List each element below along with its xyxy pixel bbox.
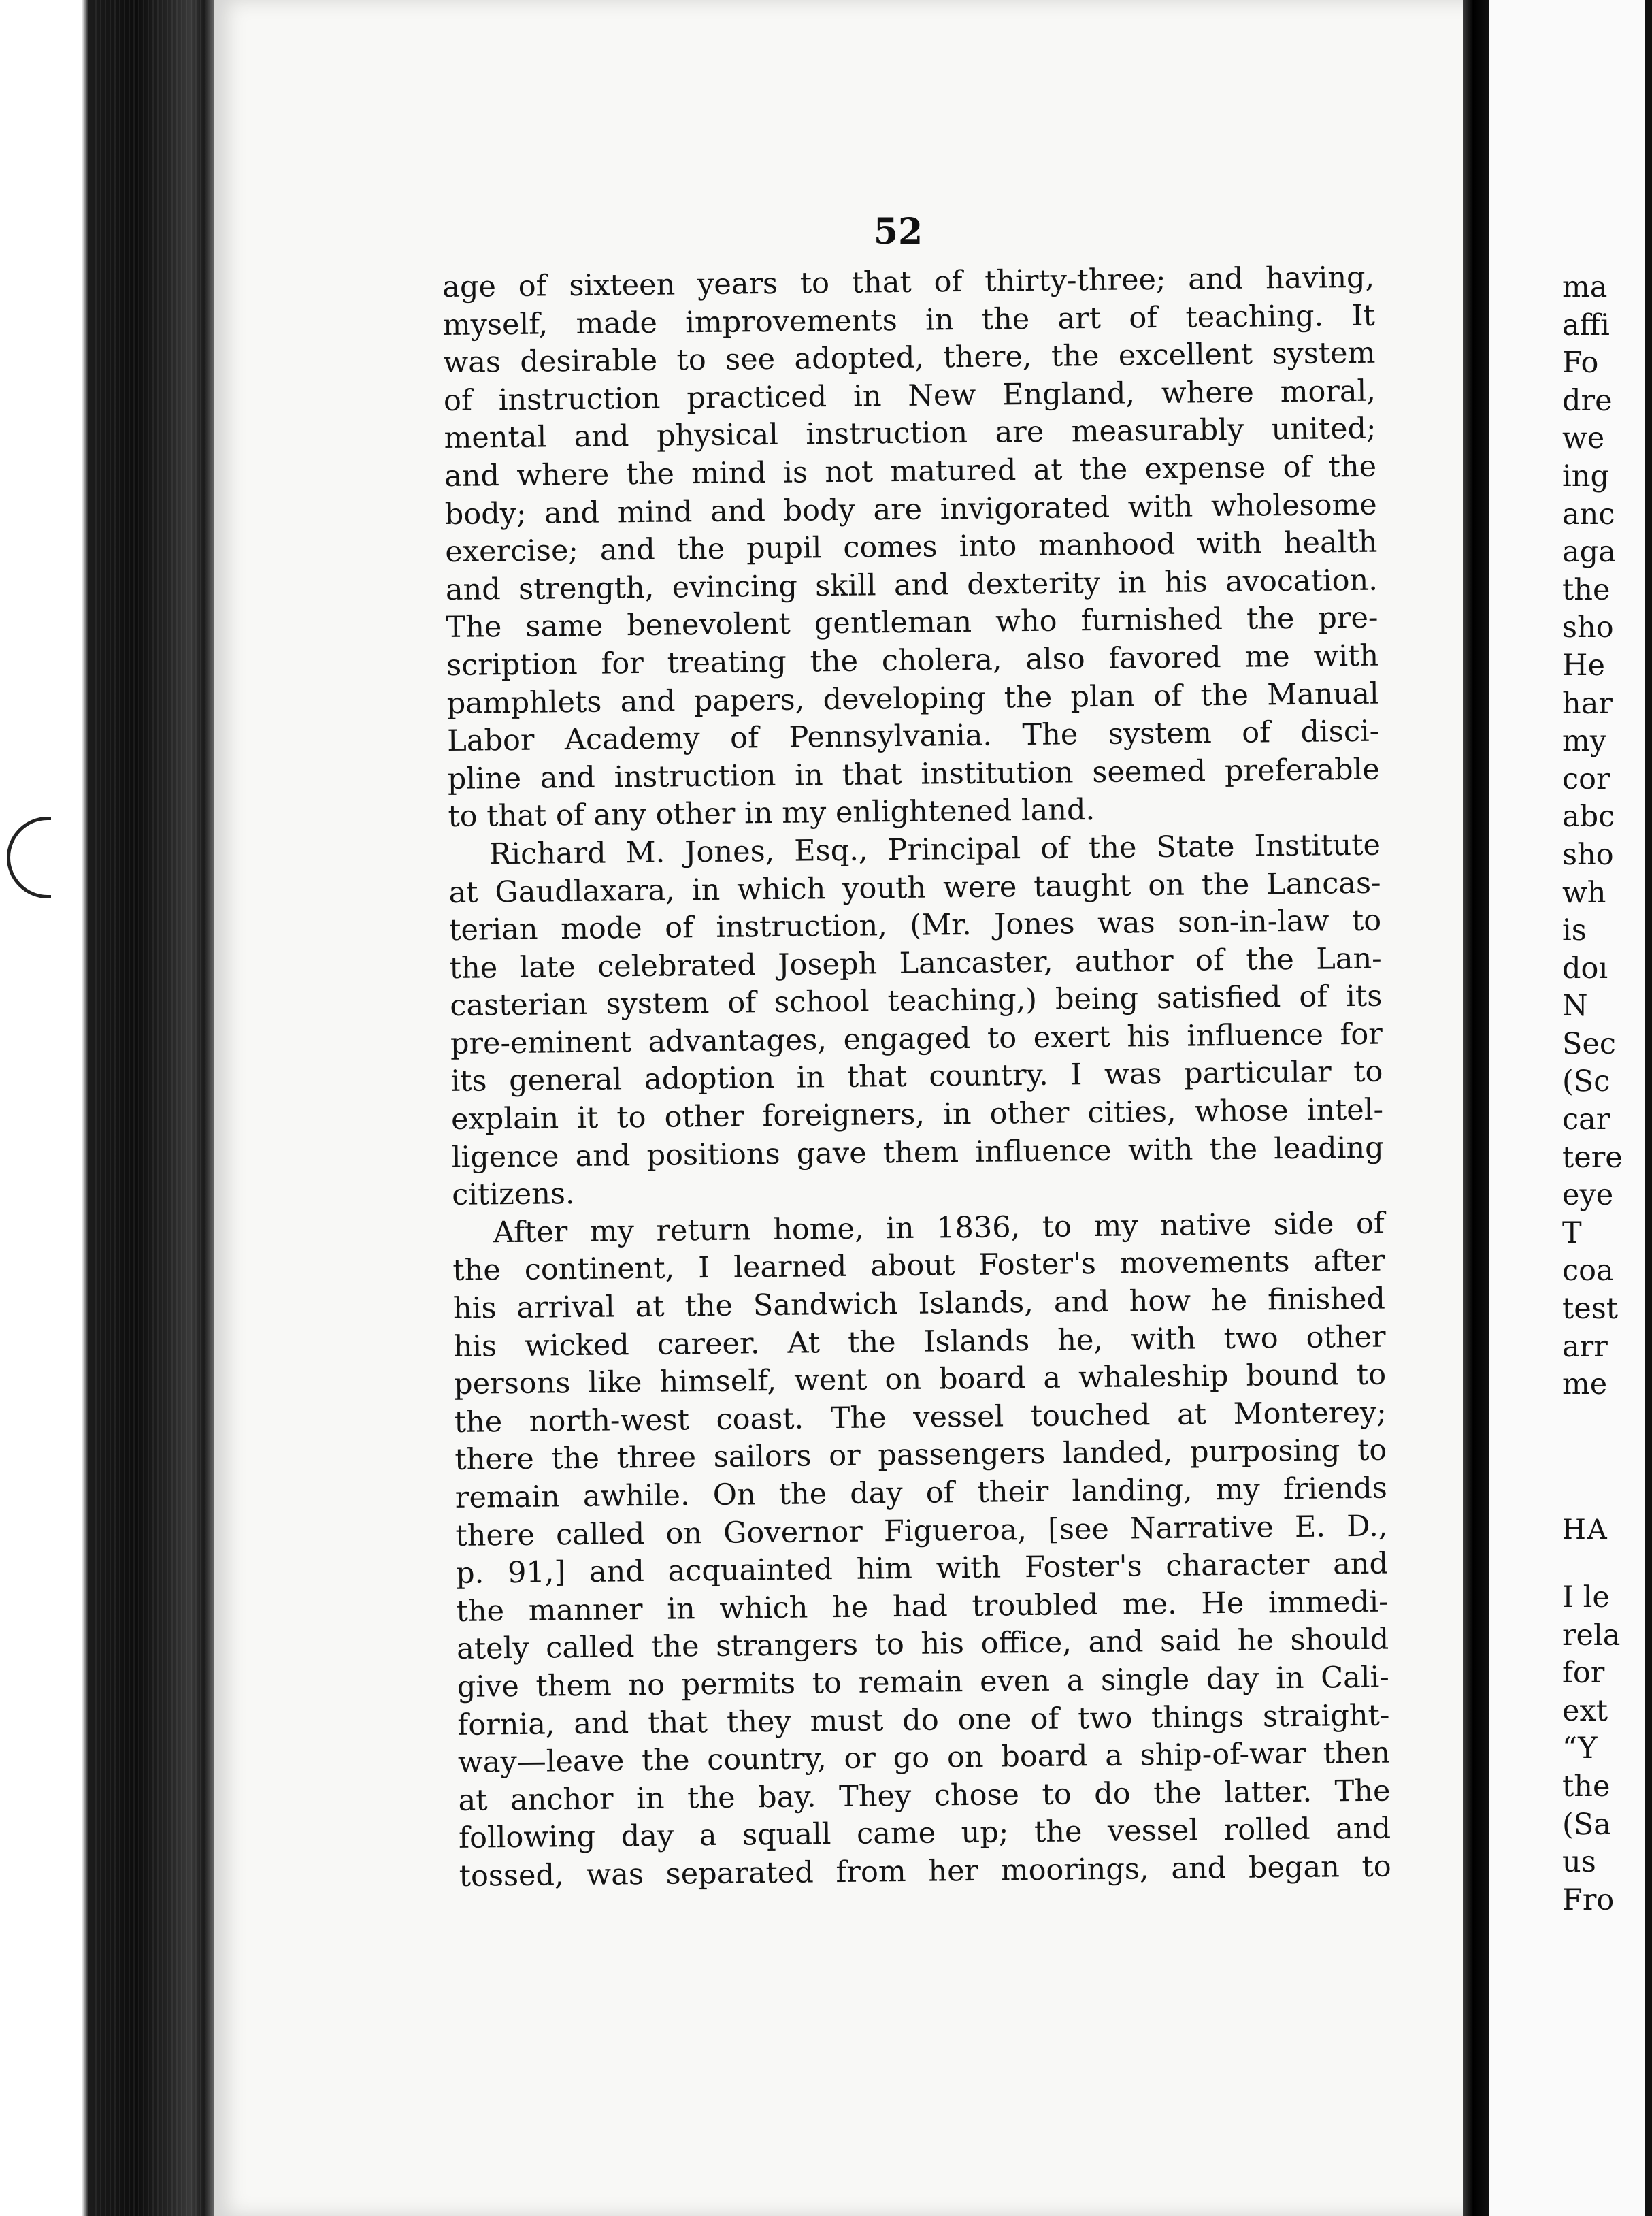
right-page-line: test bbox=[1562, 1292, 1619, 1326]
right-page-line: doı bbox=[1562, 951, 1608, 985]
right-page-line: car bbox=[1562, 1103, 1610, 1137]
text-line: Labor Academy of Pennsylvania. The system of disci- bbox=[447, 714, 1380, 759]
text-line: of instruction practiced in New England, where moral, bbox=[443, 374, 1376, 418]
text-line: there the three sailors or passengers landed, purposing to bbox=[455, 1433, 1387, 1478]
text-line: The same benevolent gentleman who furnished the pre- bbox=[446, 600, 1378, 645]
right-page-heading: HA bbox=[1562, 1514, 1608, 1546]
text-line: his arrival at the Sandwich Islands, and how he finished bbox=[452, 1282, 1386, 1326]
text-line: and strength, evincing skill and dexterity in his avocation. bbox=[445, 563, 1378, 607]
text-line: its general adoption in that country. I was particular to bbox=[450, 1055, 1383, 1099]
text-line: explain it to other foreigners, in other cities, whose intel- bbox=[450, 1092, 1384, 1137]
right-page-line: T bbox=[1562, 1216, 1582, 1250]
text-line: terian mode of instruction, (Mr. Jones was son-in-law to bbox=[448, 903, 1382, 948]
text-line: body; and mind and body are invigorated with wholesome bbox=[444, 487, 1377, 532]
text-line: mental and physical instruction are measurably united; bbox=[444, 412, 1376, 456]
right-page-line: cor bbox=[1562, 762, 1610, 796]
text-line: there called on Governor Figueroa, [see Narrative E. D., bbox=[455, 1509, 1388, 1553]
text-line: give them no permits to remain even a single day in Cali- bbox=[457, 1660, 1390, 1704]
text-line: After my return home, in 1836, to my native side of bbox=[493, 1206, 1385, 1250]
page-number: 52 bbox=[873, 211, 923, 252]
right-page-text-top bbox=[1562, 269, 1623, 1404]
page-body-text bbox=[442, 259, 1391, 1896]
right-page-line: dre bbox=[1562, 383, 1613, 418]
text-line: the late celebrated Joseph Lancaster, author of the Lan- bbox=[449, 941, 1382, 985]
text-line: at anchor in the bay. They chose to do the latter. The bbox=[458, 1774, 1391, 1818]
right-page-line: sho bbox=[1562, 610, 1614, 645]
text-line: the north-west coast. The vessel touched at Monterey; bbox=[454, 1395, 1387, 1439]
text-line: Richard M. Jones, Esq., Principal of the State Institute bbox=[489, 828, 1381, 872]
text-line: age of sixteen years to that of thirty-three; and having, bbox=[442, 260, 1375, 304]
right-page-line: (Sc bbox=[1562, 1064, 1610, 1099]
right-page-line: aga bbox=[1562, 535, 1616, 570]
text-line: fornia, and that they must do one of two things straight- bbox=[457, 1698, 1390, 1742]
text-line: at Gaudlaxara, in which youth were taught on the Lancas- bbox=[448, 866, 1381, 910]
right-page-line: us bbox=[1562, 1845, 1596, 1880]
text-line: the continent, I learned about Foster's movements after bbox=[452, 1244, 1385, 1288]
right-page-line: arr bbox=[1562, 1329, 1608, 1364]
right-page-line: wh bbox=[1562, 875, 1606, 910]
right-page-line: coa bbox=[1562, 1254, 1614, 1288]
text-line: ately called the strangers to his office, and said he should bbox=[456, 1622, 1389, 1667]
right-page-line: the bbox=[1562, 572, 1610, 607]
right-page-line: eye bbox=[1562, 1178, 1614, 1213]
text-line: way—leave the country, or go on board a ship-of-war then bbox=[457, 1736, 1391, 1780]
right-page-line: abc bbox=[1562, 800, 1615, 834]
right-page-line: (Sa bbox=[1562, 1807, 1611, 1842]
right-page-line: tere bbox=[1562, 1140, 1623, 1175]
right-page-line: my bbox=[1562, 724, 1607, 759]
text-line: pamphlets and papers, developing the plan of the Manual bbox=[446, 677, 1379, 721]
text-line: was desirable to see adopted, there, the excellent system bbox=[443, 336, 1376, 380]
text-line: pline and instruction in that institution seemed preferable bbox=[447, 752, 1381, 796]
text-line: exercise; and the pupil comes into manhood with health bbox=[445, 525, 1378, 570]
scan-right-edge bbox=[1645, 0, 1652, 2216]
text-line: scription for treating the cholera, also favored me with bbox=[446, 638, 1379, 683]
right-page-line: for bbox=[1562, 1656, 1605, 1691]
book-gutter bbox=[1463, 0, 1489, 2216]
text-line: his wicked career. At the Islands he, with two other bbox=[453, 1320, 1386, 1364]
text-line: casterian system of school teaching,) being satisfied of its bbox=[450, 979, 1383, 1024]
right-page-line: Fro bbox=[1562, 1883, 1615, 1917]
text-line: tossed, was separated from her moorings, and began to bbox=[459, 1849, 1391, 1893]
right-page-line: N bbox=[1562, 989, 1588, 1024]
right-page-line: is bbox=[1562, 913, 1587, 948]
right-page-line: “Y bbox=[1562, 1731, 1598, 1766]
right-page-line: anc bbox=[1562, 497, 1615, 532]
text-line: and where the mind is not matured at the expense of the bbox=[444, 449, 1377, 493]
text-line: the manner in which he had troubled me. He immedi- bbox=[456, 1584, 1389, 1629]
text-line: following day a squall came up; the vessel rolled and bbox=[458, 1811, 1391, 1856]
right-page-line: me bbox=[1562, 1367, 1608, 1402]
text-line: p. 91,] and acquainted him with Foster's character and bbox=[455, 1546, 1389, 1591]
text-line: ligence and positions gave them influence with the leading bbox=[451, 1130, 1384, 1175]
right-page-line: sho bbox=[1562, 837, 1614, 872]
right-page-line: ext bbox=[1562, 1693, 1608, 1728]
text-line: to that of any other in my enlightened land. bbox=[448, 793, 1095, 834]
text-line: remain awhile. On the day of their landing, my friends bbox=[455, 1471, 1388, 1515]
right-page-line: rela bbox=[1562, 1618, 1621, 1652]
right-page-line: He bbox=[1562, 648, 1605, 683]
right-page-line: ma bbox=[1562, 270, 1608, 304]
right-page-line: Sec bbox=[1562, 1026, 1616, 1061]
text-line: persons like himself, went on board a whaleship bound to bbox=[453, 1357, 1387, 1402]
text-line: pre-eminent advantages, engaged to exert his influence for bbox=[450, 1017, 1383, 1061]
right-page-line: I le bbox=[1562, 1580, 1610, 1614]
right-page-text-bottom bbox=[1562, 1579, 1620, 1919]
right-page-line: har bbox=[1562, 686, 1613, 721]
left-margin bbox=[0, 0, 75, 2216]
right-page-line: ing bbox=[1562, 459, 1609, 493]
right-page-line: the bbox=[1562, 1769, 1610, 1804]
text-line: citizens. bbox=[451, 1177, 575, 1213]
text-line: myself, made improvements in the art of teaching. It bbox=[442, 298, 1376, 342]
right-page-line: Fo bbox=[1562, 346, 1599, 380]
right-page-line: we bbox=[1562, 421, 1605, 456]
right-page-line: affi bbox=[1562, 308, 1610, 342]
